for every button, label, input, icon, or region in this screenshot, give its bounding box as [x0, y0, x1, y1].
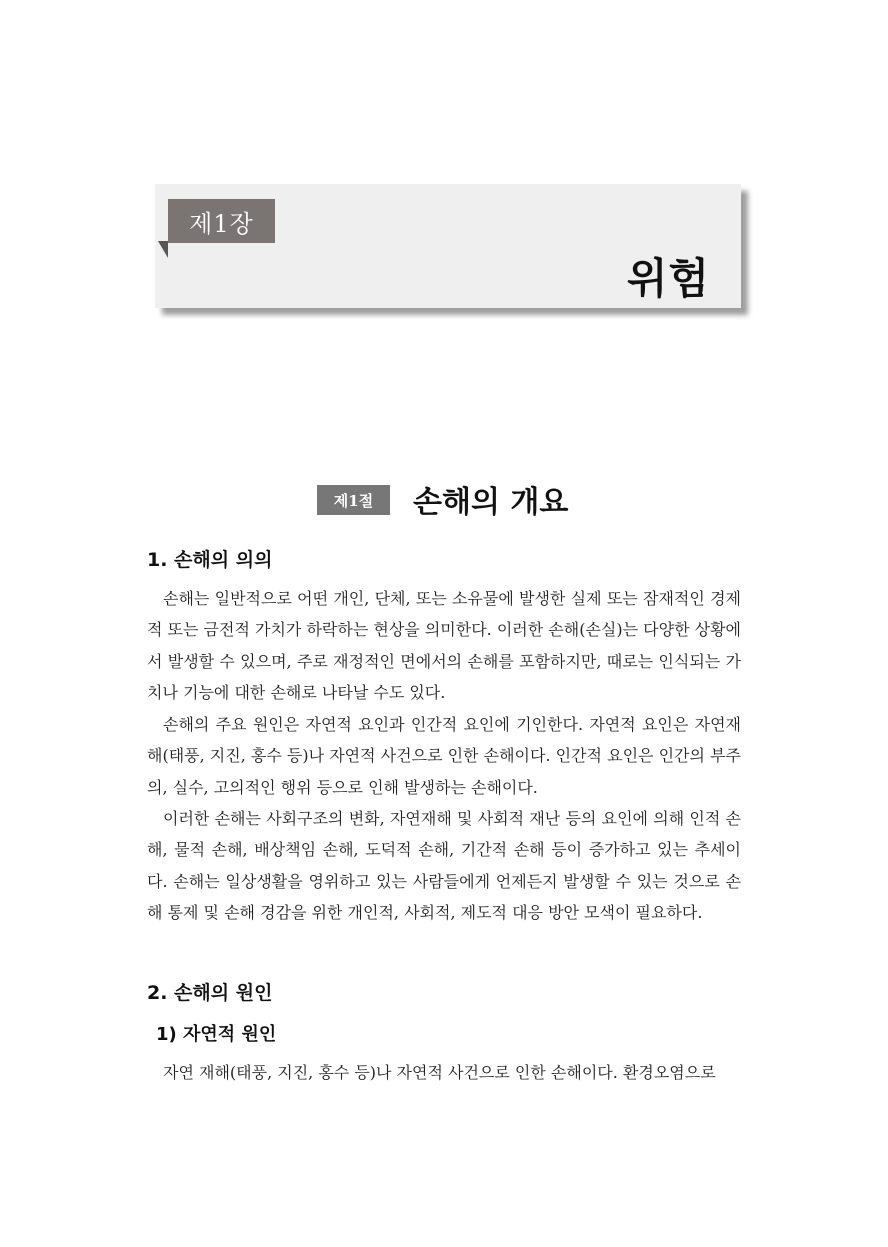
paragraph-4: 자연 재해(태풍, 지진, 홍수 등)나 자연적 사건으로 인한 손해이다. 환경오염으로	[163, 1063, 716, 1082]
paragraph-1: 손해는 일반적으로 어떤 개인, 단체, 또는 소유물에 발생한 실제 또는 잠재적인 경제적 또는 금전적 가치가 하락하는 현상을 의미한다. 이러한 손해(손실)는 다양한 상황에서 발생할 수 있으며, 주로 재정적인 면에서의 손해를 포함하지만, 때로는 인식되는 가치나 기능에 대한 손해로 나타날 수도 있다.	[147, 589, 741, 702]
chapter-tab-fold	[158, 241, 168, 258]
sub-subsection-heading: 1) 자연적 원인	[156, 1024, 277, 1045]
section-badge: 제1절	[317, 485, 390, 515]
chapter-label: 제1장	[168, 199, 275, 243]
paragraph-3: 이러한 손해는 사회구조의 변화, 자연재해 및 사회적 재난 등의 요인에 의해 인적 손해, 물적 손해, 배상책임 손해, 도덕적 손해, 기간적 손해 등이 증가하고 있는 추세이다. 손해는 일상생활을 영위하고 있는 사람들에게 언제든지 발생할 수 있는 것으로 손해 통제 및 손해 경감을 위한 개인적, 사회적, 제도적 대응 방안 모색이 필요하다.	[147, 809, 741, 922]
subsection-heading-1: 1. 손해의 의의	[147, 549, 273, 571]
section-title: 손해의 개요	[413, 485, 569, 520]
subsection-heading-2: 2. 손해의 원인	[147, 982, 273, 1004]
chapter-title: 위험	[626, 254, 710, 303]
paragraph-2: 손해의 주요 원인은 자연적 요인과 인간적 요인에 기인한다. 자연적 요인은 자연재해(태풍, 지진, 홍수 등)나 자연적 사건으로 인한 손해이다. 인간적 요인은 인간의 부주의, 실수, 고의적인 행위 등으로 인해 발생하는 손해이다.	[147, 715, 741, 797]
